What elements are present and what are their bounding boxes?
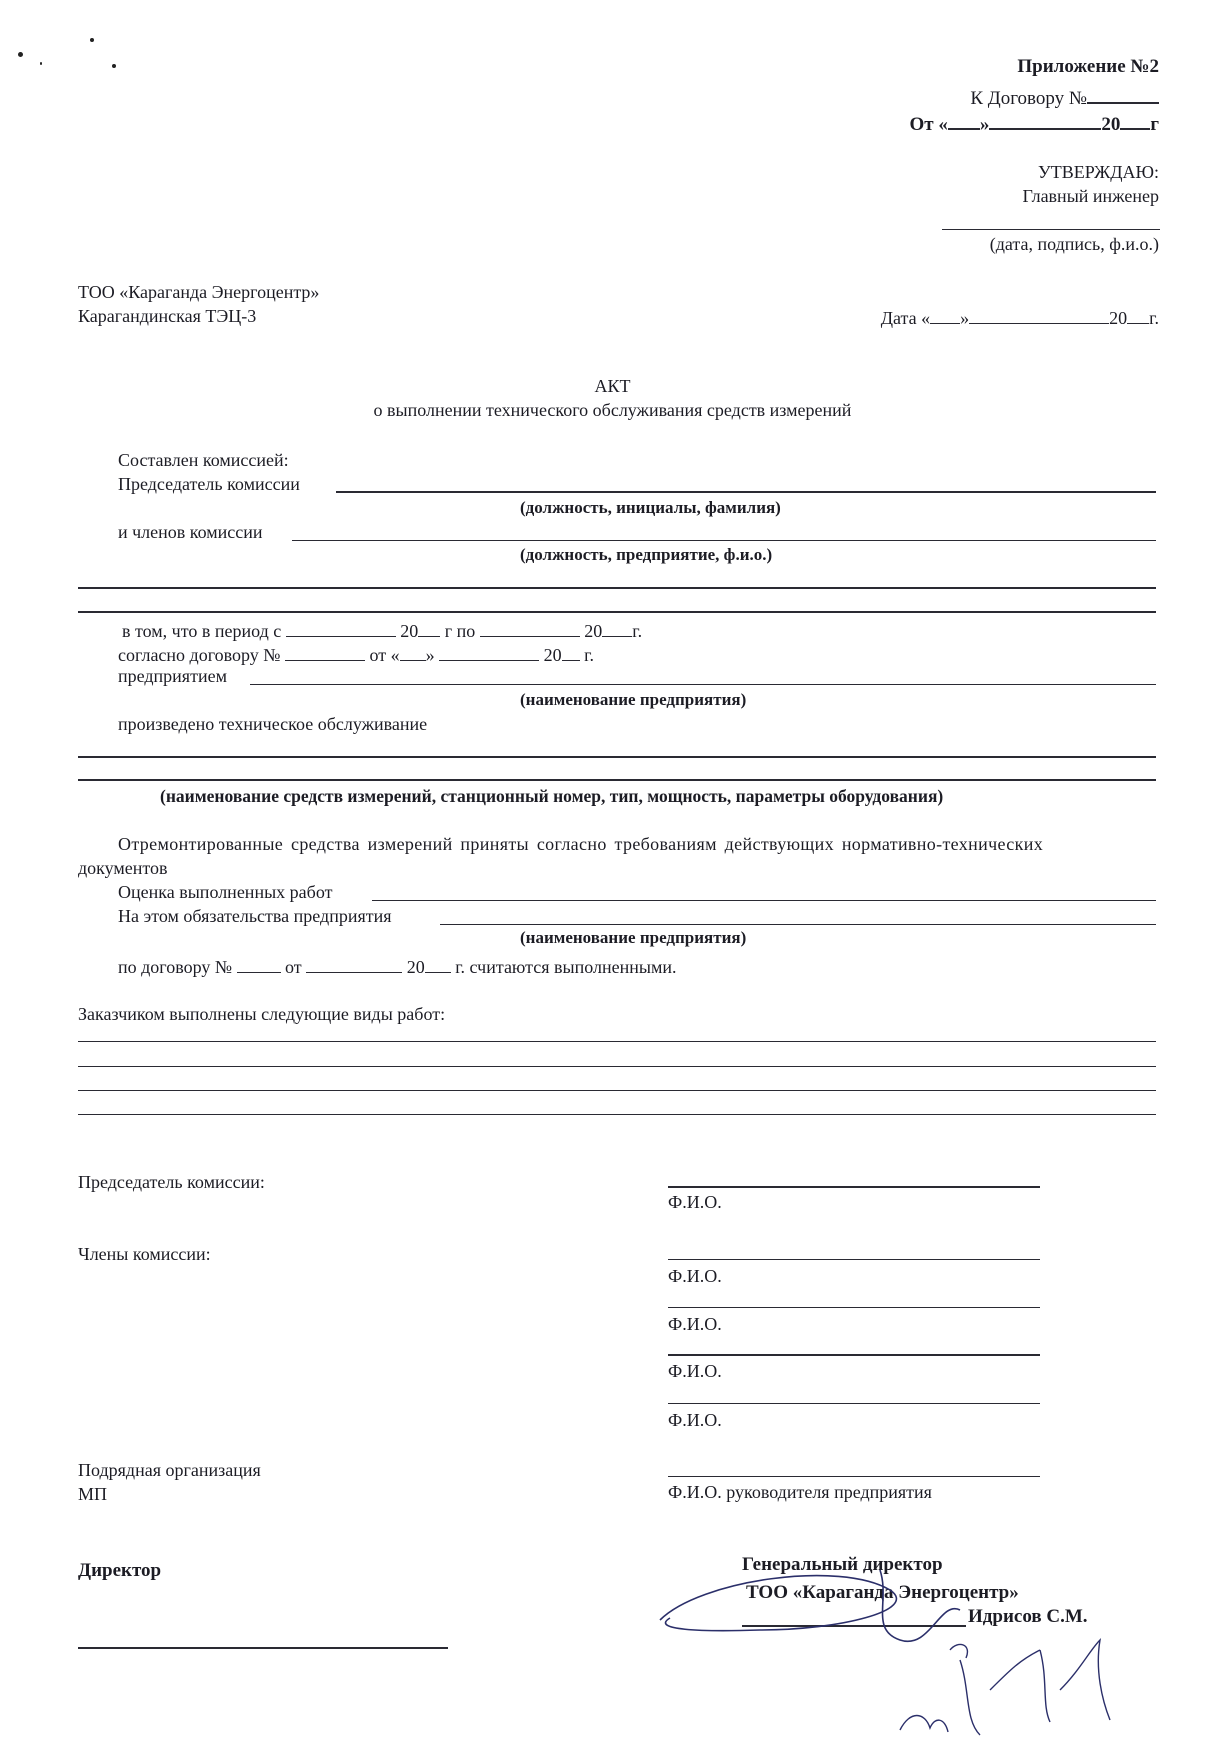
- equipment-caption: (наименование средств измерений, станционный номер, тип, мощность, параметры оборудования): [160, 786, 944, 806]
- period-from-year: 20: [400, 621, 419, 641]
- org-unit: Карагандинская ТЭЦ-3: [78, 306, 257, 326]
- date-day-blank: [948, 110, 980, 130]
- contract-ref-label: согласно договору №: [118, 645, 281, 665]
- contract-complete-from: от: [285, 957, 302, 977]
- chair-fio: Ф.И.О.: [668, 1192, 722, 1212]
- period-to-blank: [480, 618, 580, 637]
- scan-speck: [90, 38, 94, 42]
- contract-complete-date-blank: [306, 954, 402, 973]
- member-4-line: [668, 1403, 1040, 1404]
- date-quote: »: [979, 114, 990, 135]
- gd-org: ТОО «Караганда Энергоцентр»: [746, 1582, 1019, 1603]
- member-2-fio: Ф.И.О.: [668, 1314, 722, 1334]
- period-to-label: г по: [444, 621, 476, 641]
- customer-works-line-1: [78, 1041, 1156, 1042]
- document-subtitle: о выполнении технического обслуживания средств измерений: [373, 400, 852, 420]
- member-2-line: [668, 1307, 1040, 1308]
- contract-ref-suffix: г.: [584, 645, 594, 665]
- org-date-year: 20: [1109, 308, 1128, 328]
- contract-ref-year-blank: [562, 642, 580, 661]
- approver-caption: (дата, подпись, ф.и.о.): [989, 234, 1159, 254]
- customer-works-line-3: [78, 1090, 1156, 1091]
- period-from-year-blank: [418, 618, 440, 637]
- gd-role: Генеральный директор: [742, 1554, 943, 1575]
- date-suffix: г: [1150, 114, 1159, 135]
- enterprise-caption: (наименование предприятия): [520, 690, 747, 709]
- commission-extra-line-1: [78, 587, 1156, 589]
- director-signature-line: [78, 1647, 448, 1649]
- contract-ref-quote: »: [425, 645, 435, 665]
- org-date-day-blank: [930, 305, 960, 324]
- enterprise-label: предприятием: [118, 666, 227, 686]
- org-date-suffix: г.: [1149, 308, 1159, 328]
- period-from-label: в том, что в период с: [122, 621, 282, 641]
- period-to-year-blank: [602, 618, 632, 637]
- commission-members-caption: (должность, предприятие, ф.и.о.): [520, 545, 773, 564]
- scan-speck: [40, 62, 42, 65]
- customer-works-line-4: [78, 1114, 1156, 1115]
- appendix-number: Приложение №2: [1017, 56, 1159, 77]
- org-name: ТОО «Караганда Энергоцентр»: [78, 282, 320, 302]
- approver-signature-line: [942, 229, 1160, 230]
- contract-ref-month-blank: [439, 642, 539, 661]
- chair-signature-line: [668, 1186, 1040, 1188]
- contract-date-line: [909, 110, 1159, 136]
- period-to-year: 20: [584, 621, 603, 641]
- contract-complete-year-blank: [425, 954, 451, 973]
- org-date-year-blank: [1127, 305, 1149, 324]
- contract-complete-year: 20: [406, 957, 425, 977]
- equipment-line-1: [78, 756, 1156, 758]
- equipment-line-2: [78, 779, 1156, 781]
- date-month-blank: [989, 110, 1101, 130]
- member-4-fio: Ф.И.О.: [668, 1410, 722, 1430]
- date-year-prefix: 20: [1101, 114, 1121, 135]
- member-1-fio: Ф.И.О.: [668, 1266, 722, 1286]
- stamp-label: МП: [78, 1484, 108, 1504]
- member-3-line: [668, 1354, 1040, 1356]
- head-signature-line: [668, 1476, 1040, 1477]
- contract-ref-day-blank: [400, 642, 426, 661]
- member-1-line: [668, 1259, 1040, 1260]
- obligations-caption: (наименование предприятия): [520, 928, 747, 947]
- customer-works-line-2: [78, 1066, 1156, 1067]
- acceptance-paragraph-2: документов: [78, 858, 168, 878]
- commission-members-label: и членов комиссии: [118, 522, 263, 542]
- contractor-label: Подрядная организация: [78, 1460, 261, 1480]
- gd-name: Идрисов С.М.: [968, 1606, 1088, 1627]
- commission-composed: Составлен комиссией:: [118, 450, 289, 470]
- commission-chair-line: [336, 491, 1156, 493]
- contract-number-line: [970, 84, 1159, 110]
- contract-prefix: К Договору №: [970, 88, 1087, 109]
- contract-complete-line: [118, 954, 676, 978]
- customer-works-label: Заказчиком выполнены следующие виды работ:: [78, 1004, 446, 1024]
- contract-ref-year: 20: [543, 645, 562, 665]
- rating-label: Оценка выполненных работ: [118, 882, 333, 902]
- approve-label: УТВЕРЖДАЮ:: [1037, 162, 1159, 182]
- members-signature-label: Члены комиссии:: [78, 1244, 211, 1264]
- acceptance-paragraph-1: Отремонтированные средства измерений приняты согласно требованиям действующих нормативно-технических: [118, 834, 1044, 854]
- date-year-blank: [1120, 110, 1150, 130]
- commission-chair-label: Председатель комиссии: [118, 474, 300, 494]
- org-date-month-blank: [969, 305, 1109, 324]
- handwritten-signature: [640, 1540, 1180, 1740]
- commission-chair-caption: (должность, инициалы, фамилия): [520, 498, 781, 517]
- contract-ref-from: от «: [369, 645, 400, 665]
- commission-members-line: [292, 540, 1156, 541]
- contract-complete-label: по договору №: [118, 957, 233, 977]
- contract-complete-suffix: г. считаются выполненными.: [455, 957, 677, 977]
- contract-complete-number-blank: [237, 954, 281, 973]
- org-date-quote: »: [960, 308, 970, 328]
- scan-speck: [112, 64, 116, 68]
- chair-signature-label: Председатель комиссии:: [78, 1172, 265, 1192]
- document-title: АКТ: [594, 376, 631, 396]
- date-from-label: От «: [909, 114, 948, 135]
- contract-number-blank: [1087, 84, 1159, 104]
- enterprise-line: [250, 684, 1156, 685]
- org-date-label: Дата «: [880, 308, 931, 328]
- member-3-fio: Ф.И.О.: [668, 1361, 722, 1381]
- commission-extra-line-2: [78, 611, 1156, 613]
- scan-speck: [18, 52, 23, 57]
- contract-ref-number-blank: [285, 642, 365, 661]
- head-fio: Ф.И.О. руководителя предприятия: [668, 1482, 932, 1502]
- period-to-suffix: г.: [632, 621, 643, 641]
- org-date-line: [881, 305, 1159, 329]
- approver-role: Главный инженер: [1022, 186, 1159, 206]
- obligations-line: [440, 924, 1156, 925]
- rating-line: [372, 900, 1156, 901]
- obligations-label: На этом обязательства предприятия: [118, 906, 392, 926]
- period-from-blank: [286, 618, 396, 637]
- contract-ref-line: [118, 642, 594, 666]
- period-line: [122, 618, 642, 642]
- maintenance-label: произведено техническое обслуживание: [118, 714, 428, 734]
- director-label: Директор: [78, 1560, 162, 1581]
